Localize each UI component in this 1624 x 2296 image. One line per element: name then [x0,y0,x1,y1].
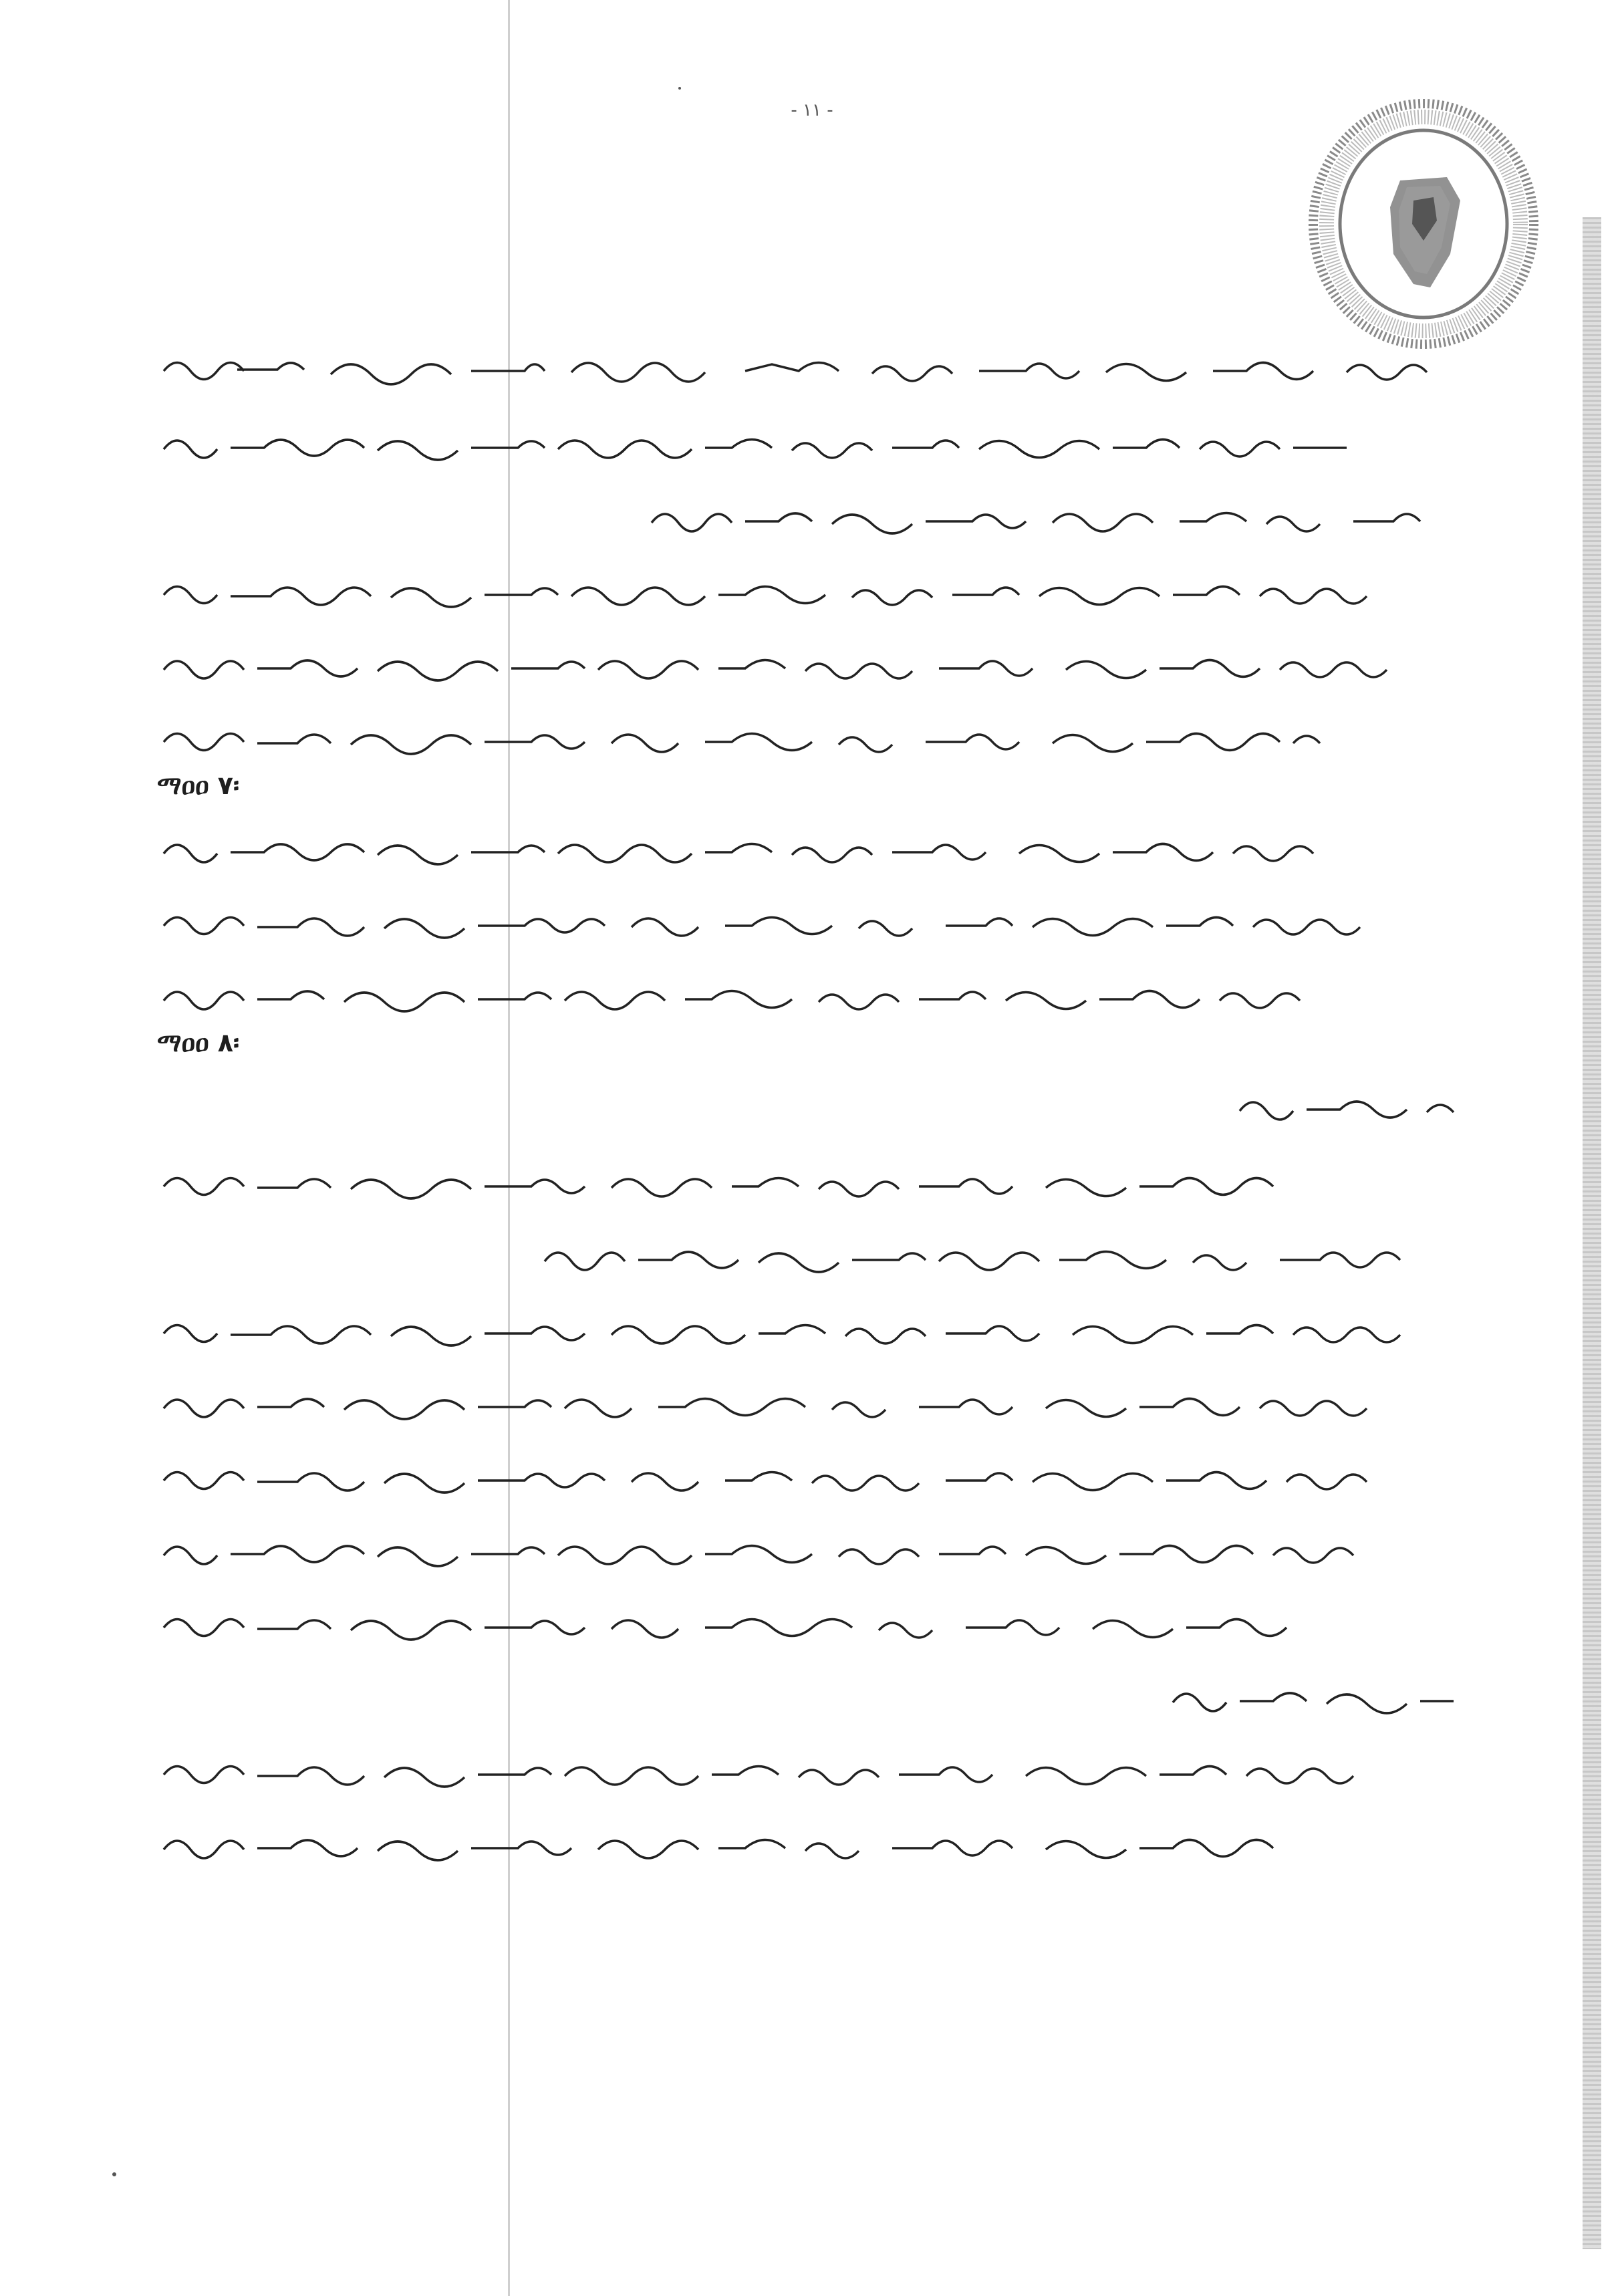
text-line [157,1307,1460,1354]
scan-speck [112,2172,116,2176]
text-line [157,973,1360,1019]
official-seal-stamp [1300,87,1547,354]
text-line [157,1748,1460,1795]
scan-speck [678,87,681,90]
text-line [157,642,1460,688]
scan-edge-shadow [1583,217,1601,2249]
text-line [538,1233,1460,1280]
article-7-heading: ማዐዐ ٧፡ [157,771,239,800]
text-line [157,421,1360,468]
text-line [1166,1674,1460,1721]
page-number: - ١١ - [791,100,833,120]
text-line [157,1821,1360,1868]
text-line [157,899,1460,946]
text-line [645,495,1460,541]
text-line [1233,1083,1460,1130]
text-line [157,1160,1360,1206]
text-line [157,1527,1460,1574]
text-line [157,1380,1460,1427]
article-8-heading: ማዐዐ ٨፡ [157,1028,239,1057]
text-line [157,715,1360,762]
text-line [157,1601,1360,1648]
text-line [157,568,1460,615]
text-line [157,1454,1460,1501]
text-line [157,344,1460,391]
text-line [157,825,1460,872]
